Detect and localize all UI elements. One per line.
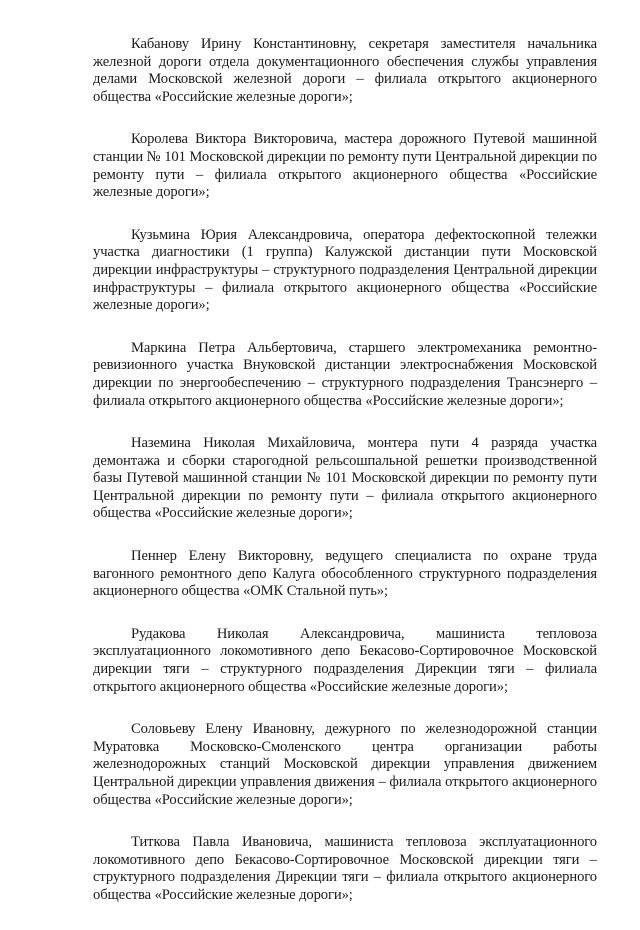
document-page xyxy=(93,36,597,930)
paragraph-penner: Пеннер Елену Викторовну, ведущего специалиста по охране труда вагонного ремонтного депо Калуга обособленного структурного подразделения акционерного общества «ОМК Стальной путь»; xyxy=(93,548,597,600)
paragraph-nazemina: Наземина Николая Михайловича, монтера пути 4 разряда участка демонтажа и сборки старогодной рельсошпальной решетки производственной базы Путевой машинной станции № 101 Московской дирекции по ремонту пути Центральной дирекции по ремонту пути – филиала открытого акционерного общества «Российские железные дороги»; xyxy=(93,435,597,522)
paragraph-kabanova: Кабанову Ирину Константиновну, секретаря заместителя начальника железной дороги отдела документационного обеспечения службы управления делами Московской железной дороги – филиала открытого акционерного общества «Российские железные дороги»; xyxy=(93,36,597,105)
paragraph-koroleva: Королева Виктора Викторовича, мастера дорожного Путевой машинной станции № 101 Московской дирекции по ремонту пути Центральной дирекции по ремонту пути – филиала открытого акционерного общества «Российские железные дороги»; xyxy=(93,131,597,201)
paragraph-rudakova: Рудакова Николая Александровича, машиниста тепловоза эксплуатационного локомотивного депо Бекасово-Сортировочное Московской дирекции тяги – структурного подразделения Дирекции тяги – филиала открытого акционерного общества «Российские железные дороги»; xyxy=(93,625,597,695)
paragraph-titkova: Титкова Павла Ивановича, машиниста тепловоза эксплуатационного локомотивного депо Бекасово-Сортировочное Московской дирекции тяги – структурного подразделения Дирекции тяги – филиала открытого акционерного общества «Российские железные дороги»; xyxy=(93,834,597,903)
paragraph-solovyeva: Соловьеву Елену Ивановну, дежурного по железнодорожной станции Муратовка Московско-Смоленского центра организации работы железнодорожных станций Московской дирекции управления движением Центральной дирекции управления движения – филиала открытого акционерного общества «Российские железные дороги»; xyxy=(93,721,597,808)
paragraph-markina: Маркина Петра Альбертовича, старшего электромеханика ремонтно-ревизионного участка Внуковской дистанции электроснабжения Московской дирекции по энергообеспечению – структурного подразделения Трансэнерго – филиала открытого акционерного общества «Российские железные дороги»; xyxy=(93,339,597,409)
paragraph-kuzmina: Кузьмина Юрия Александровича, оператора дефектоскопной тележки участка диагностики (1 группа) Калужской дистанции пути Московской дирекции инфраструктуры – структурного подразделения Центральной дирекции инфраструктуры – филиала открытого акционерного общества «Российские железные дороги»; xyxy=(93,226,597,314)
